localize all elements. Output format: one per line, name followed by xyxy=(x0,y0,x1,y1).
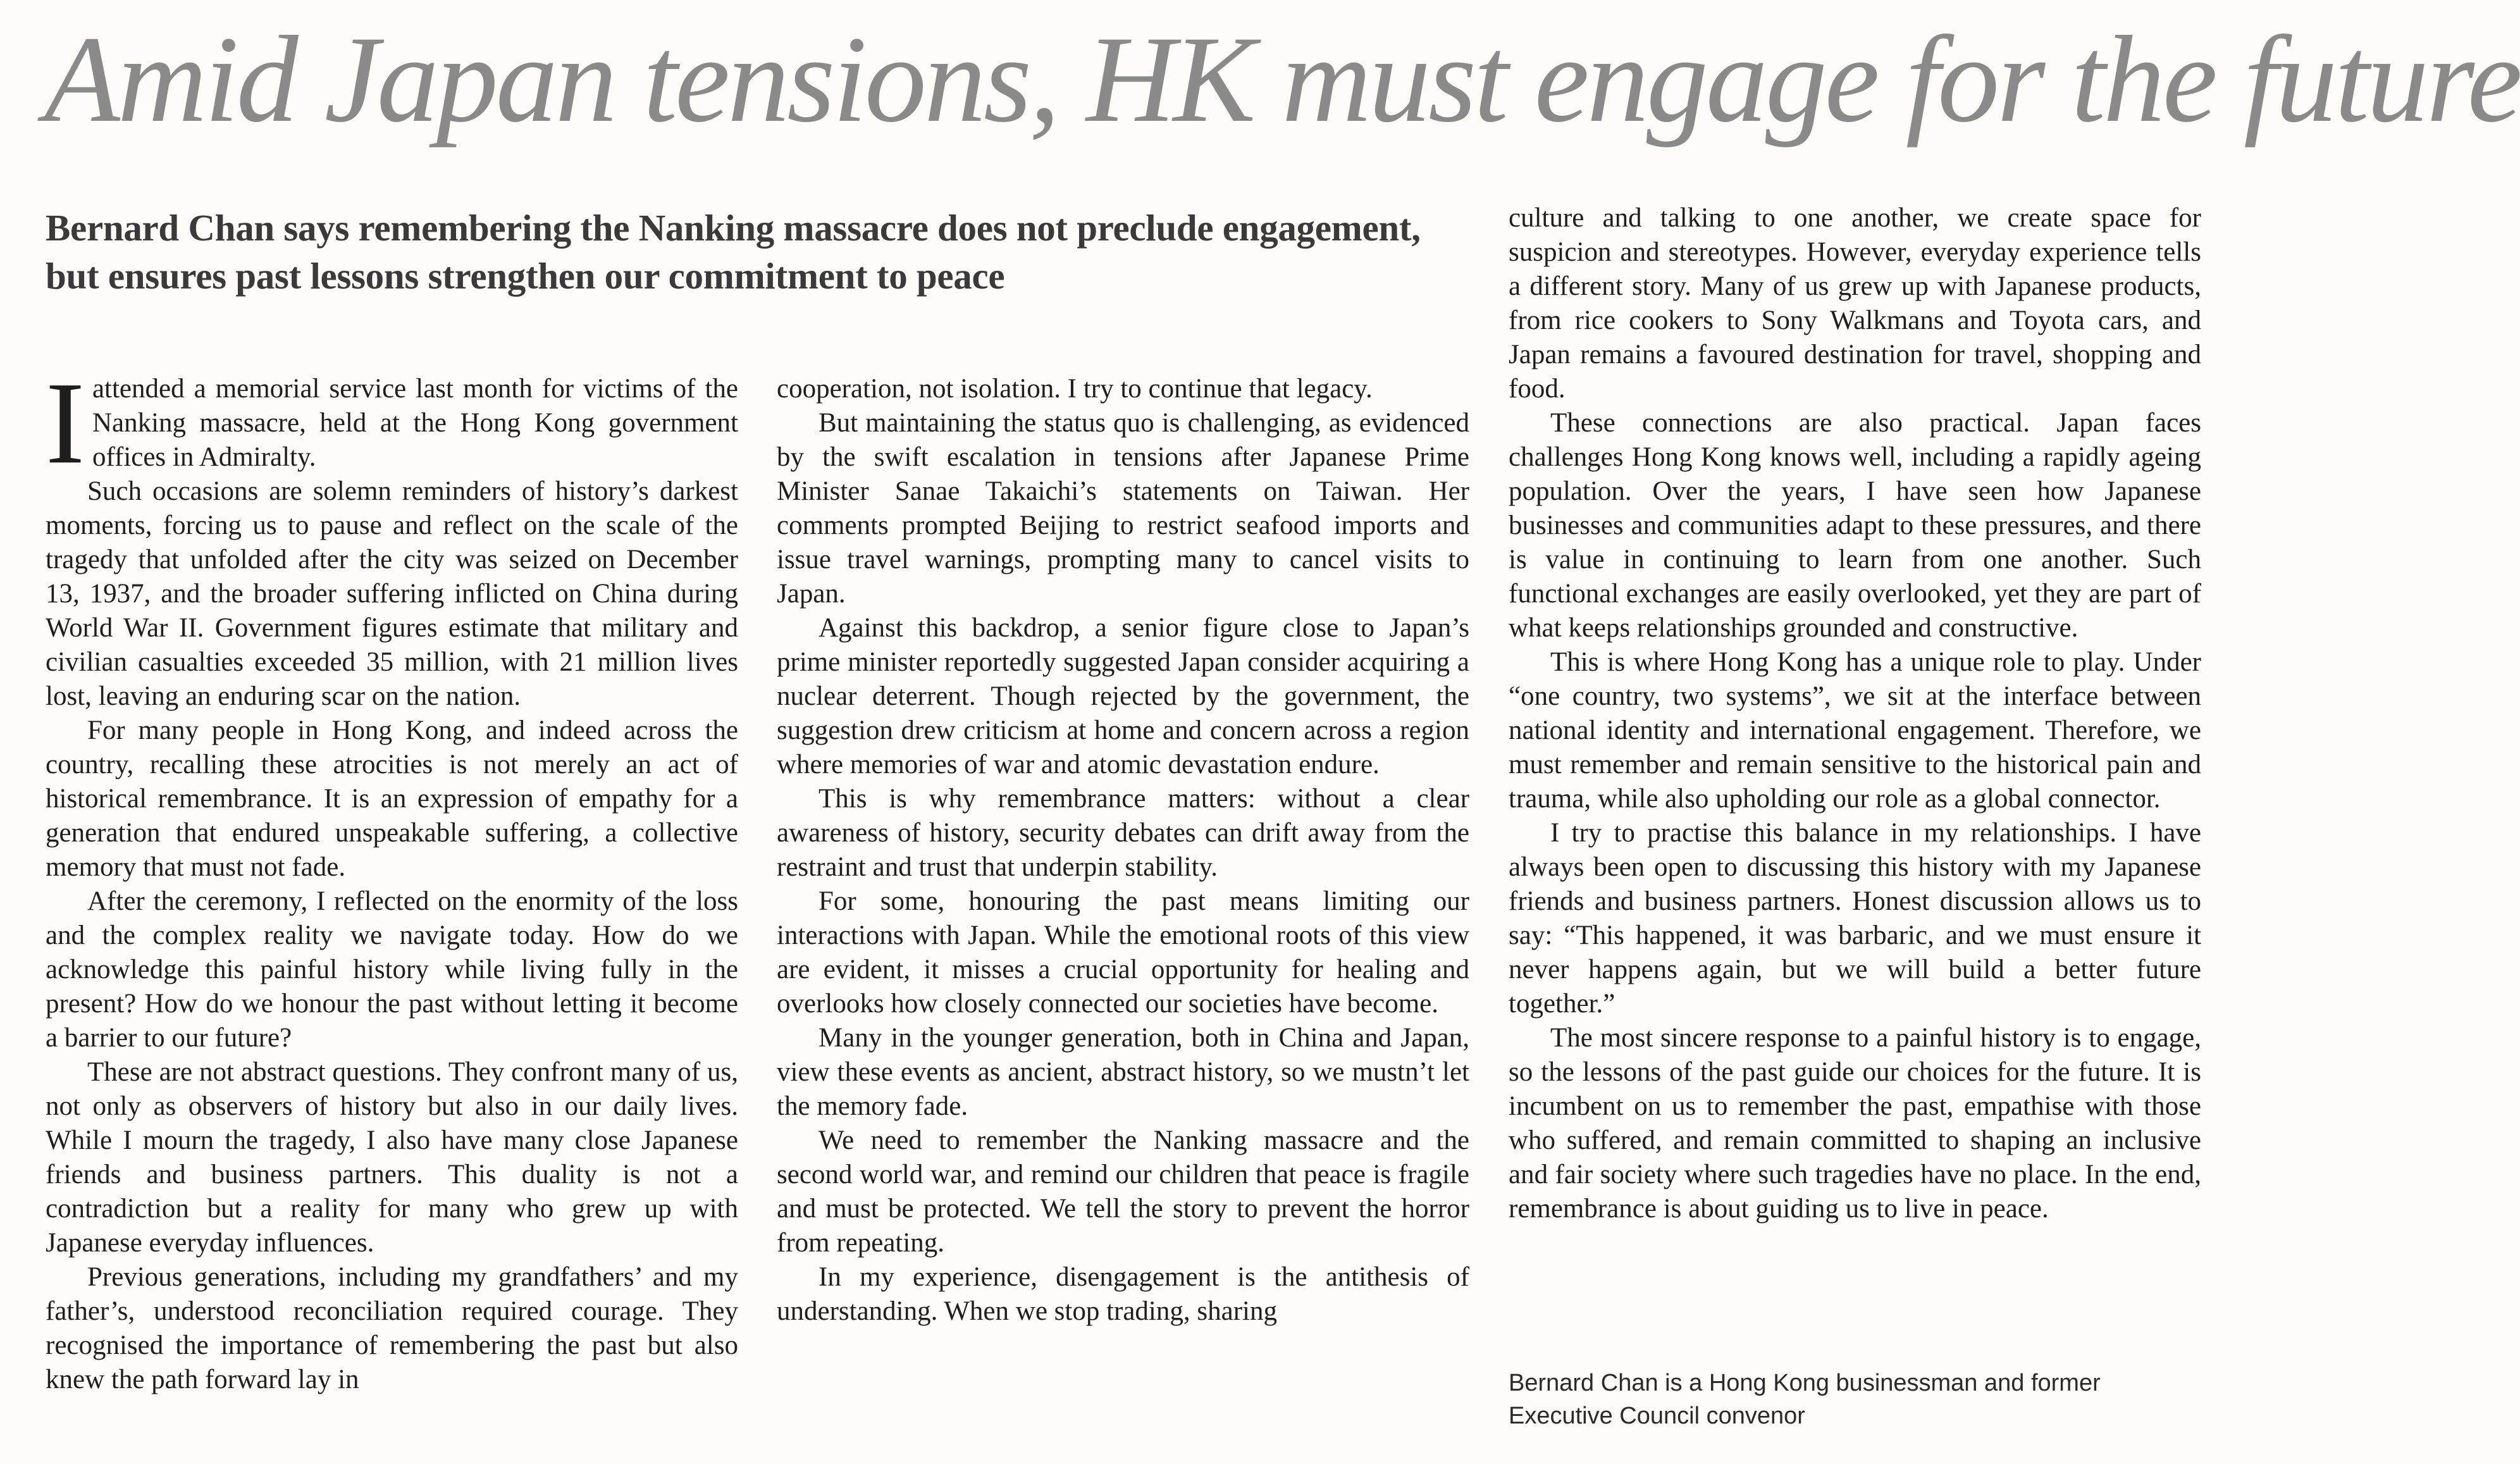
paragraph: The most sincere response to a painful history is to engage, so the lessons of the past guide our choices for the future. It is incumbent on us to remember the past, empathise with those who suffered, and remain committed to shaping an inclusive and fair society where such tragedies have no place. In the end, remembrance is about guiding us to live in peace. xyxy=(1509,1023,2201,1224)
paragraph: These are not abstract questions. They confront many of us, not only as observers of history but also in our daily lives. While I mourn the tragedy, I also have many close Japanese friends and business partners. This duality is not a contradiction but a reality for many who grew up with Japanese everyday influences. xyxy=(46,1057,738,1258)
column-3 xyxy=(1509,201,2201,1226)
paragraph: Against this backdrop, a senior figure close to Japan’s prime minister reportedly suggested Japan consider acquiring a nuclear deterrent. Though rejected by the government, the suggestion drew criticism at home and concern across a region where memories of war and atomic devastation endure. xyxy=(777,613,1469,779)
paragraph xyxy=(46,358,738,488)
paragraph-text: attended a memorial service last month for victims of the Nanking massacre, held at the Hong Kong government offices in Admiralty. xyxy=(92,374,738,472)
standfirst: Bernard Chan says remembering the Nanking massacre does not preclude engagement, but ensures past lessons strengthen our commitment to peace xyxy=(46,207,1421,297)
paragraph-continued: culture and talking to one another, we create space for suspicion and stereotypes. However, everyday experience tells a different story. Many of us grew up with Japanese products, from rice cookers to Sony Walkmans and Toyota cars, and Japan remains a favoured destination for travel, shopping and food. xyxy=(1509,203,2201,404)
paragraph: But maintaining the status quo is challenging, as evidenced by the swift escalation in tensions after Japanese Prime Minister Sanae Takaichi’s statements on Taiwan. Her comments prompted Beijing to restrict seafood imports and issue travel warnings, prompting many to cancel visits to Japan. xyxy=(777,408,1469,609)
paragraph: Many in the younger generation, both in China and Japan, view these events as ancient, abstract history, so we mustn’t let the memory fade. xyxy=(777,1023,1469,1121)
paragraph: In my experience, disengagement is the antithesis of understanding. When we stop trading, sharing xyxy=(777,1262,1469,1326)
drop-cap: I xyxy=(46,358,85,488)
paragraph: For many people in Hong Kong, and indeed across the country, recalling these atrocities is not merely an act of historical remembrance. It is an expression of empathy for a generation that endured unspeakable suffering, a collective memory that must not fade. xyxy=(46,716,738,882)
paragraph: I try to practise this balance in my relationships. I have always been open to discussing this history with my Japanese friends and business partners. Honest discussion allows us to say: “This happened, it was barbaric, and we must ensure it never happens again, but we will build a better future together.” xyxy=(1509,818,2201,1019)
column-2 xyxy=(777,372,1469,1329)
paragraph: After the ceremony, I reflected on the enormity of the loss and the complex reality we navigate today. How do we acknowledge this painful history while living fully in the present? How do we honour the past without letting it become a barrier to our future? xyxy=(46,886,738,1053)
paragraph: These connections are also practical. Japan faces challenges Hong Kong knows well, including a rapidly ageing population. Over the years, I have seen how Japanese businesses and communities adapt to these pressures, and there is value in continuing to learn from one another. Such functional exchanges are easily overlooked, yet they are part of what keeps relationships grounded and constructive. xyxy=(1509,408,2201,643)
paragraph: Previous generations, including my grandfathers’ and my father’s, understood reconciliation required courage. They recognised the importance of remembering the past but also knew the path forward lay in xyxy=(46,1262,738,1394)
column-1 xyxy=(46,358,738,1397)
paragraph-continued: cooperation, not isolation. I try to continue that legacy. xyxy=(777,374,1373,404)
paragraph: Such occasions are solemn reminders of history’s darkest moments, forcing us to pause and reflect on the scale of the tragedy that unfolded after the city was seized on December 13, 1937, and the broader suffering inflicted on China during World War II. Government figures estimate that military and civilian casualties exceeded 35 million, with 21 million lives lost, leaving an enduring scar on the nation. xyxy=(46,476,738,711)
author-bio: Bernard Chan is a Hong Kong businessman and former Executive Council convenor xyxy=(1509,1370,2101,1429)
headline: Amid Japan tensions, HK must engage for the future xyxy=(44,11,2520,148)
paragraph: We need to remember the Nanking massacre and the second world war, and remind our children that peace is fragile and must be protected. We tell the story to prevent the horror from repeating. xyxy=(777,1126,1469,1258)
paragraph: For some, honouring the past means limiting our interactions with Japan. While the emotional roots of this view are evident, it misses a crucial opportunity for healing and overlooks how closely connected our societies have become. xyxy=(777,886,1469,1019)
paragraph: This is why remembrance matters: without a clear awareness of history, security debates can drift away from the restraint and trust that underpin stability. xyxy=(777,784,1469,882)
paragraph: This is where Hong Kong has a unique role to play. Under “one country, two systems”, we sit at the interface between national identity and international engagement. Therefore, we must remember and remain sensitive to the historical pain and trauma, while also upholding our role as a global connector. xyxy=(1509,647,2201,814)
